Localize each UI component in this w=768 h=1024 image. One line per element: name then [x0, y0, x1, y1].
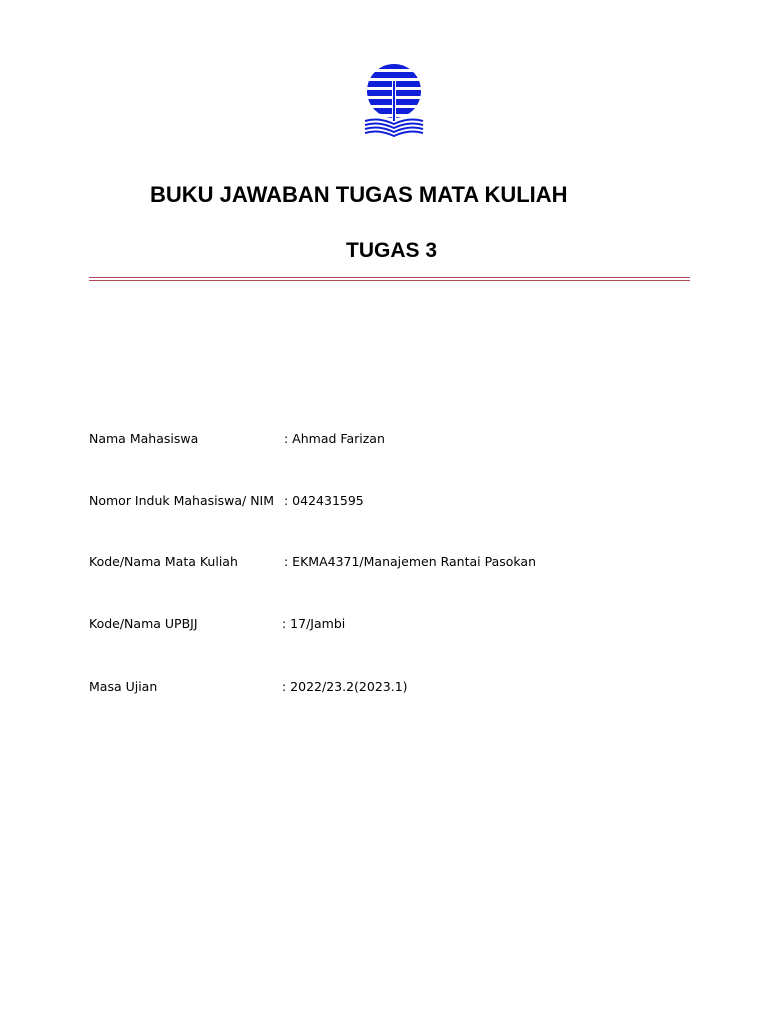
divider-line	[89, 277, 690, 278]
field-value: : 042431595	[284, 493, 364, 508]
field-value: : 2022/23.2(2023.1)	[282, 679, 408, 694]
field-value: : 17/Jambi	[282, 616, 346, 631]
field-value: : EKMA4371/Manajemen Rantai Pasokan	[284, 554, 536, 569]
field-label: Masa Ujian	[89, 679, 158, 694]
field-label: Kode/Nama UPBJJ	[89, 616, 198, 631]
divider-line	[89, 280, 690, 281]
document-title: BUKU JAWABAN TUGAS MATA KULIAH	[150, 182, 568, 207]
field-value: : Ahmad Farizan	[284, 431, 385, 446]
field-label: Nomor Induk Mahasiswa/ NIM	[89, 493, 275, 508]
university-emblem-icon	[361, 61, 427, 137]
field-label: Kode/Nama Mata Kuliah	[89, 554, 238, 569]
document-subtitle: TUGAS 3	[346, 239, 438, 262]
field-label: Nama Mahasiswa	[89, 431, 199, 446]
